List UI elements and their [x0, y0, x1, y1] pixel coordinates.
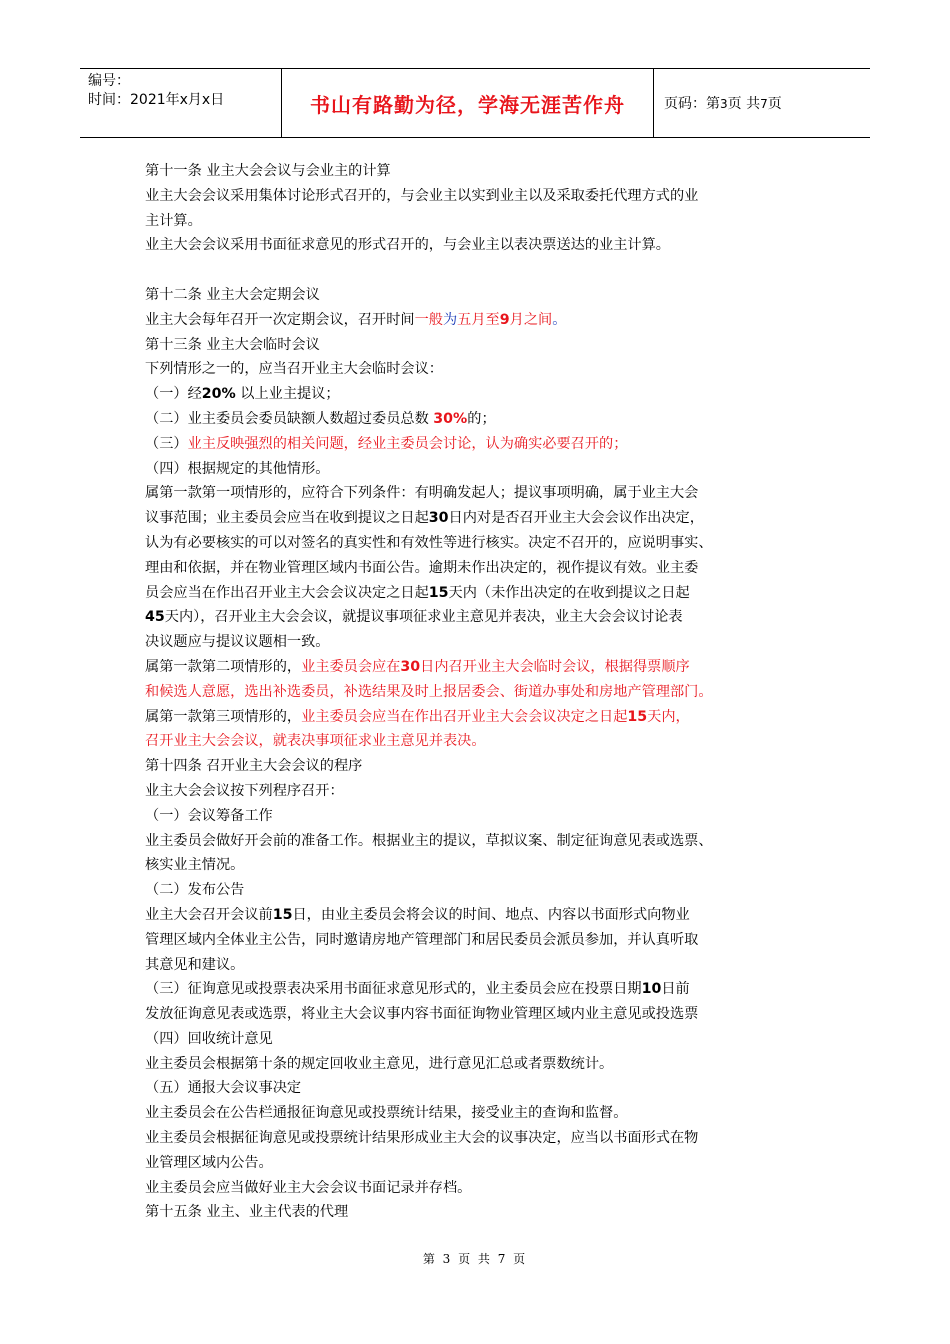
article-13-title: 第十三条 业主大会临时会议 [145, 336, 320, 353]
paragraph: 和候选人意愿，选出补选委员，补选结果及时上报居委会、街道办事处和房地产管理部门。 [145, 683, 713, 700]
paragraph: 员会应当在作出召开业主大会会议决定之日起15天内（未作出决定的在收到提议之日起 [145, 584, 690, 601]
paragraph: （三）征询意见或投票表决采用书面征求意见形式的，业主委员会应在投票日期10日前 [145, 981, 690, 998]
paragraph: 认为有必要核实的可以对签名的真实性和有效性等进行核实。决定不召开的，应说明事实、 [145, 534, 713, 551]
paragraph: 业主委员会应当做好业主大会会议书面记录并存档。 [145, 1179, 472, 1196]
paragraph: 议事范围；业主委员会应当在收到提议之日起30日内对是否召开业主大会会议作出决定， [145, 510, 704, 527]
blank-line [145, 258, 815, 283]
paragraph: 业主大会每年召开一次定期会议，召开时间一般为五月至9月之间。 [145, 311, 567, 328]
time-label: 时间： [88, 92, 130, 108]
header-motto: 书山有路勤为径，学海无涯苦作舟 [310, 92, 625, 117]
page-header [80, 68, 870, 138]
article-12-title: 第十二条 业主大会定期会议 [145, 286, 320, 303]
paragraph: 主计算。 [145, 212, 202, 229]
paragraph: 决议题应与提议议题相一致。 [145, 634, 330, 651]
paragraph: 理由和依据，并在物业管理区域内书面公告。逾期未作出决定的，视作提议有效。业主委 [145, 559, 699, 576]
paragraph: 业主大会会议按下列程序召开： [145, 782, 344, 799]
paragraph: 45天内），召开业主大会会议，就提议事项征求业主意见并表决，业主大会会议讨论表 [145, 609, 683, 626]
paragraph: 其意见和建议。 [145, 956, 245, 973]
paragraph: 属第一款第二项情形的，业主委员会应在30日内召开业主大会临时会议，根据得票顺序 [145, 658, 690, 675]
time-value: 2021年x月x日 [130, 92, 225, 108]
list-item: （四）回收统计意见 [145, 1030, 273, 1047]
paragraph: 发放征询意见表或选票，将业主大会议事内容书面征询物业管理区域内业主意见或投选票 [145, 1006, 699, 1023]
article-15-title: 第十五条 业主、业主代表的代理 [145, 1204, 349, 1221]
paragraph: 业主委员会在公告栏通报征询意见或投票统计结果，接受业主的查询和监督。 [145, 1105, 628, 1122]
paragraph: 业主大会会议采用集体讨论形式召开的，与会业主以实到业主以及采取委托代理方式的业 [145, 187, 699, 204]
list-item: （四）根据规定的其他情形。 [145, 460, 330, 477]
list-item: （二）业主委员会委员缺额人数超过委员总数 30%的； [145, 410, 496, 427]
header-motto-cell [282, 69, 654, 137]
paragraph: 召开业主大会会议，就表决事项征求业主意见并表决。 [145, 733, 486, 750]
header-meta-cell [80, 69, 282, 137]
paragraph: 属第一款第一项情形的，应符合下列条件：有明确发起人；提议事项明确，属于业主大会 [145, 485, 699, 502]
paragraph: 业主委员会做好开会前的准备工作。根据业主的提议，草拟议案、制定征询意见表或选票、 [145, 832, 713, 849]
paragraph: 业主大会召开会议前15日，由业主委员会将会议的时间、地点、内容以书面形式向物业 [145, 906, 690, 923]
list-item: （一）经20% 以上业主提议； [145, 386, 340, 403]
paragraph: 业主大会会议采用书面征求意见的形式召开的，与会业主以表决票送达的业主计算。 [145, 237, 670, 254]
paragraph: 下列情形之一的，应当召开业主大会临时会议： [145, 361, 443, 378]
header-page-number: 页码：第3页 共7页 [664, 96, 782, 112]
page-footer: 第 3 页 共 7 页 [422, 1252, 528, 1266]
list-item: （五）通报大会议事决定 [145, 1080, 302, 1097]
list-item: （三）业主反映强烈的相关问题，经业主委员会讨论，认为确实必要召开的； [145, 435, 628, 452]
document-body [145, 159, 815, 1225]
article-14-title: 第十四条 召开业主大会会议的程序 [145, 758, 363, 775]
paragraph: 属第一款第三项情形的，业主委员会应当在作出召开业主大会会议决定之日起15天内， [145, 708, 690, 725]
list-item: （二）发布公告 [145, 882, 245, 899]
header-page-cell [654, 69, 870, 137]
time-line [88, 91, 224, 109]
paragraph: 业主委员会根据第十条的规定回收业主意见，进行意见汇总或者票数统计。 [145, 1055, 614, 1072]
number-label: 编号： [88, 73, 130, 89]
article-11-title: 第十一条 业主大会会议与会业主的计算 [145, 163, 391, 179]
paragraph: 管理区域内全体业主公告，同时邀请房地产管理部门和居民委员会派员参加，并认真听取 [145, 931, 699, 948]
list-item: （一）会议筹备工作 [145, 807, 273, 824]
paragraph: 业主委员会根据征询意见或投票统计结果形成业主大会的议事决定，应当以书面形式在物 [145, 1130, 699, 1147]
paragraph: 核实业主情况。 [145, 857, 245, 874]
paragraph: 业管理区域内公告。 [145, 1154, 273, 1171]
